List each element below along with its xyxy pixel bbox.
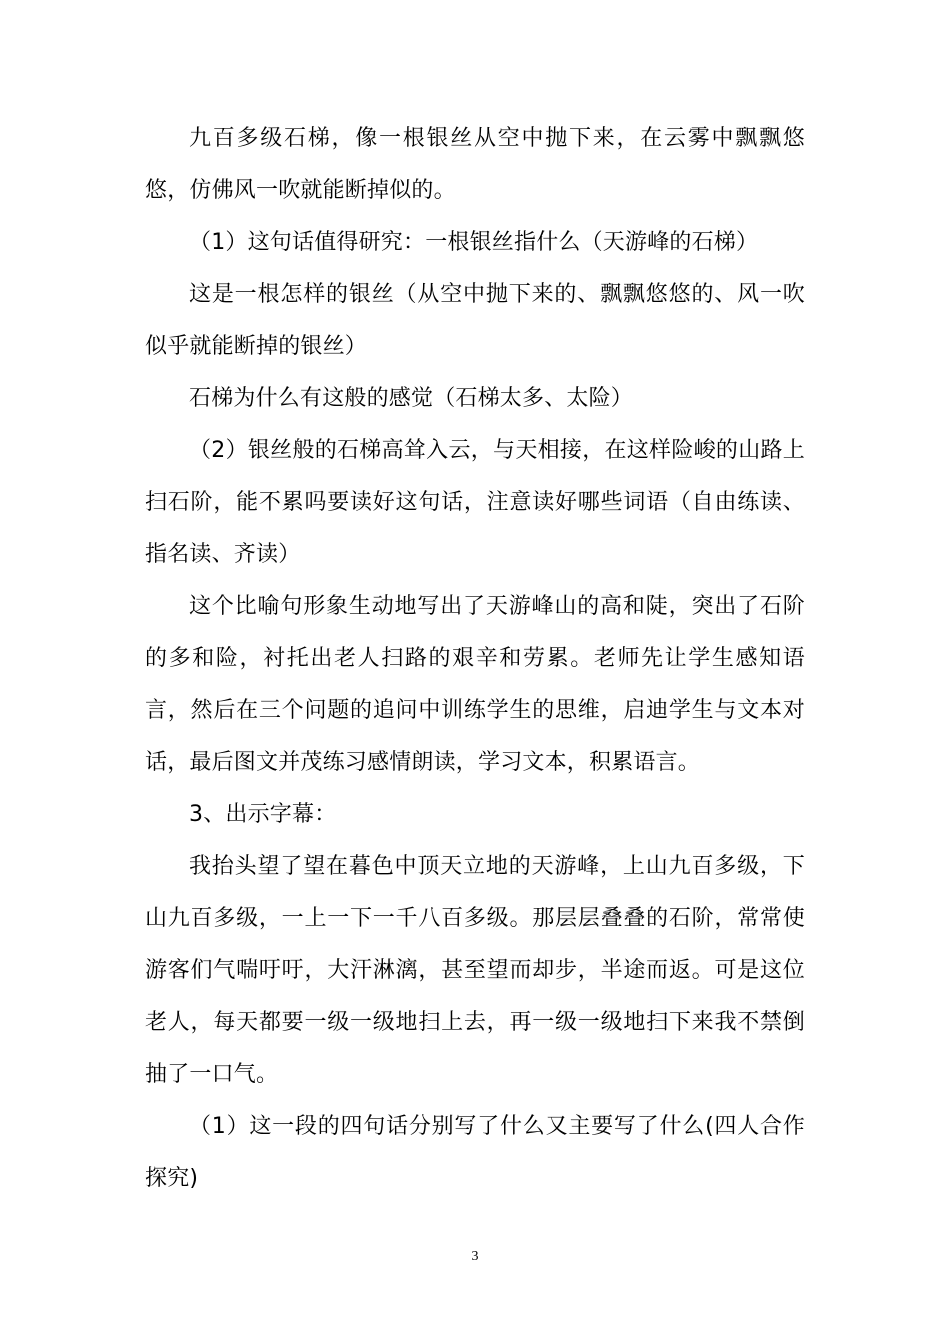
page-number: 3 <box>471 1249 479 1264</box>
paragraph-question-3: （1）这一段的四句话分别写了什么又主要写了什么(四人合作探究) <box>145 1114 805 1191</box>
paragraph-section-3-heading: 3、出示字幕： <box>189 802 337 827</box>
paragraph-feeling: 石梯为什么有这般的感觉（石梯太多、太险） <box>189 386 634 411</box>
document-body <box>145 113 805 1205</box>
paragraph-caption-quote: 我抬头望了望在暮色中顶天立地的天游峰，上山九百多级，下山九百多级，一上一下一千八百多级。那层层叠叠的石阶，常常使游客们气喘吁吁，大汗淋漓，甚至望而却步，半途而返。可是这位老人，每天都要一级一级地扫上去，再一级一级地扫下来我不禁倒抽了一口气。 <box>145 854 805 1087</box>
paragraph-question-2: （2）银丝般的石梯高耸入云，与天相接，在这样险峻的山路上扫石阶，能不累吗要读好这句话，注意读好哪些词语（自由练读、指名读、齐读） <box>145 438 805 567</box>
paragraph-question-1: （1）这句话值得研究：一根银丝指什么（天游峰的石梯） <box>189 230 759 255</box>
paragraph-metaphor-analysis: 这个比喻句形象生动地写出了天游峰山的高和陡，突出了石阶的多和险，衬托出老人扫路的艰辛和劳累。老师先让学生感知语言，然后在三个问题的追问中训练学生的思维，启迪学生与文本对话，最后图文并茂练习感情朗读，学习文本，积累语言。 <box>145 594 805 775</box>
paragraph-stone-ladder-quote: 九百多级石梯，像一根银丝从空中抛下来，在云雾中飘飘悠悠，仿佛风一吹就能断掉似的。 <box>145 126 805 203</box>
paragraph-silver-thread: 这是一根怎样的银丝（从空中抛下来的、飘飘悠悠的、风一吹似乎就能断掉的银丝） <box>145 282 805 359</box>
